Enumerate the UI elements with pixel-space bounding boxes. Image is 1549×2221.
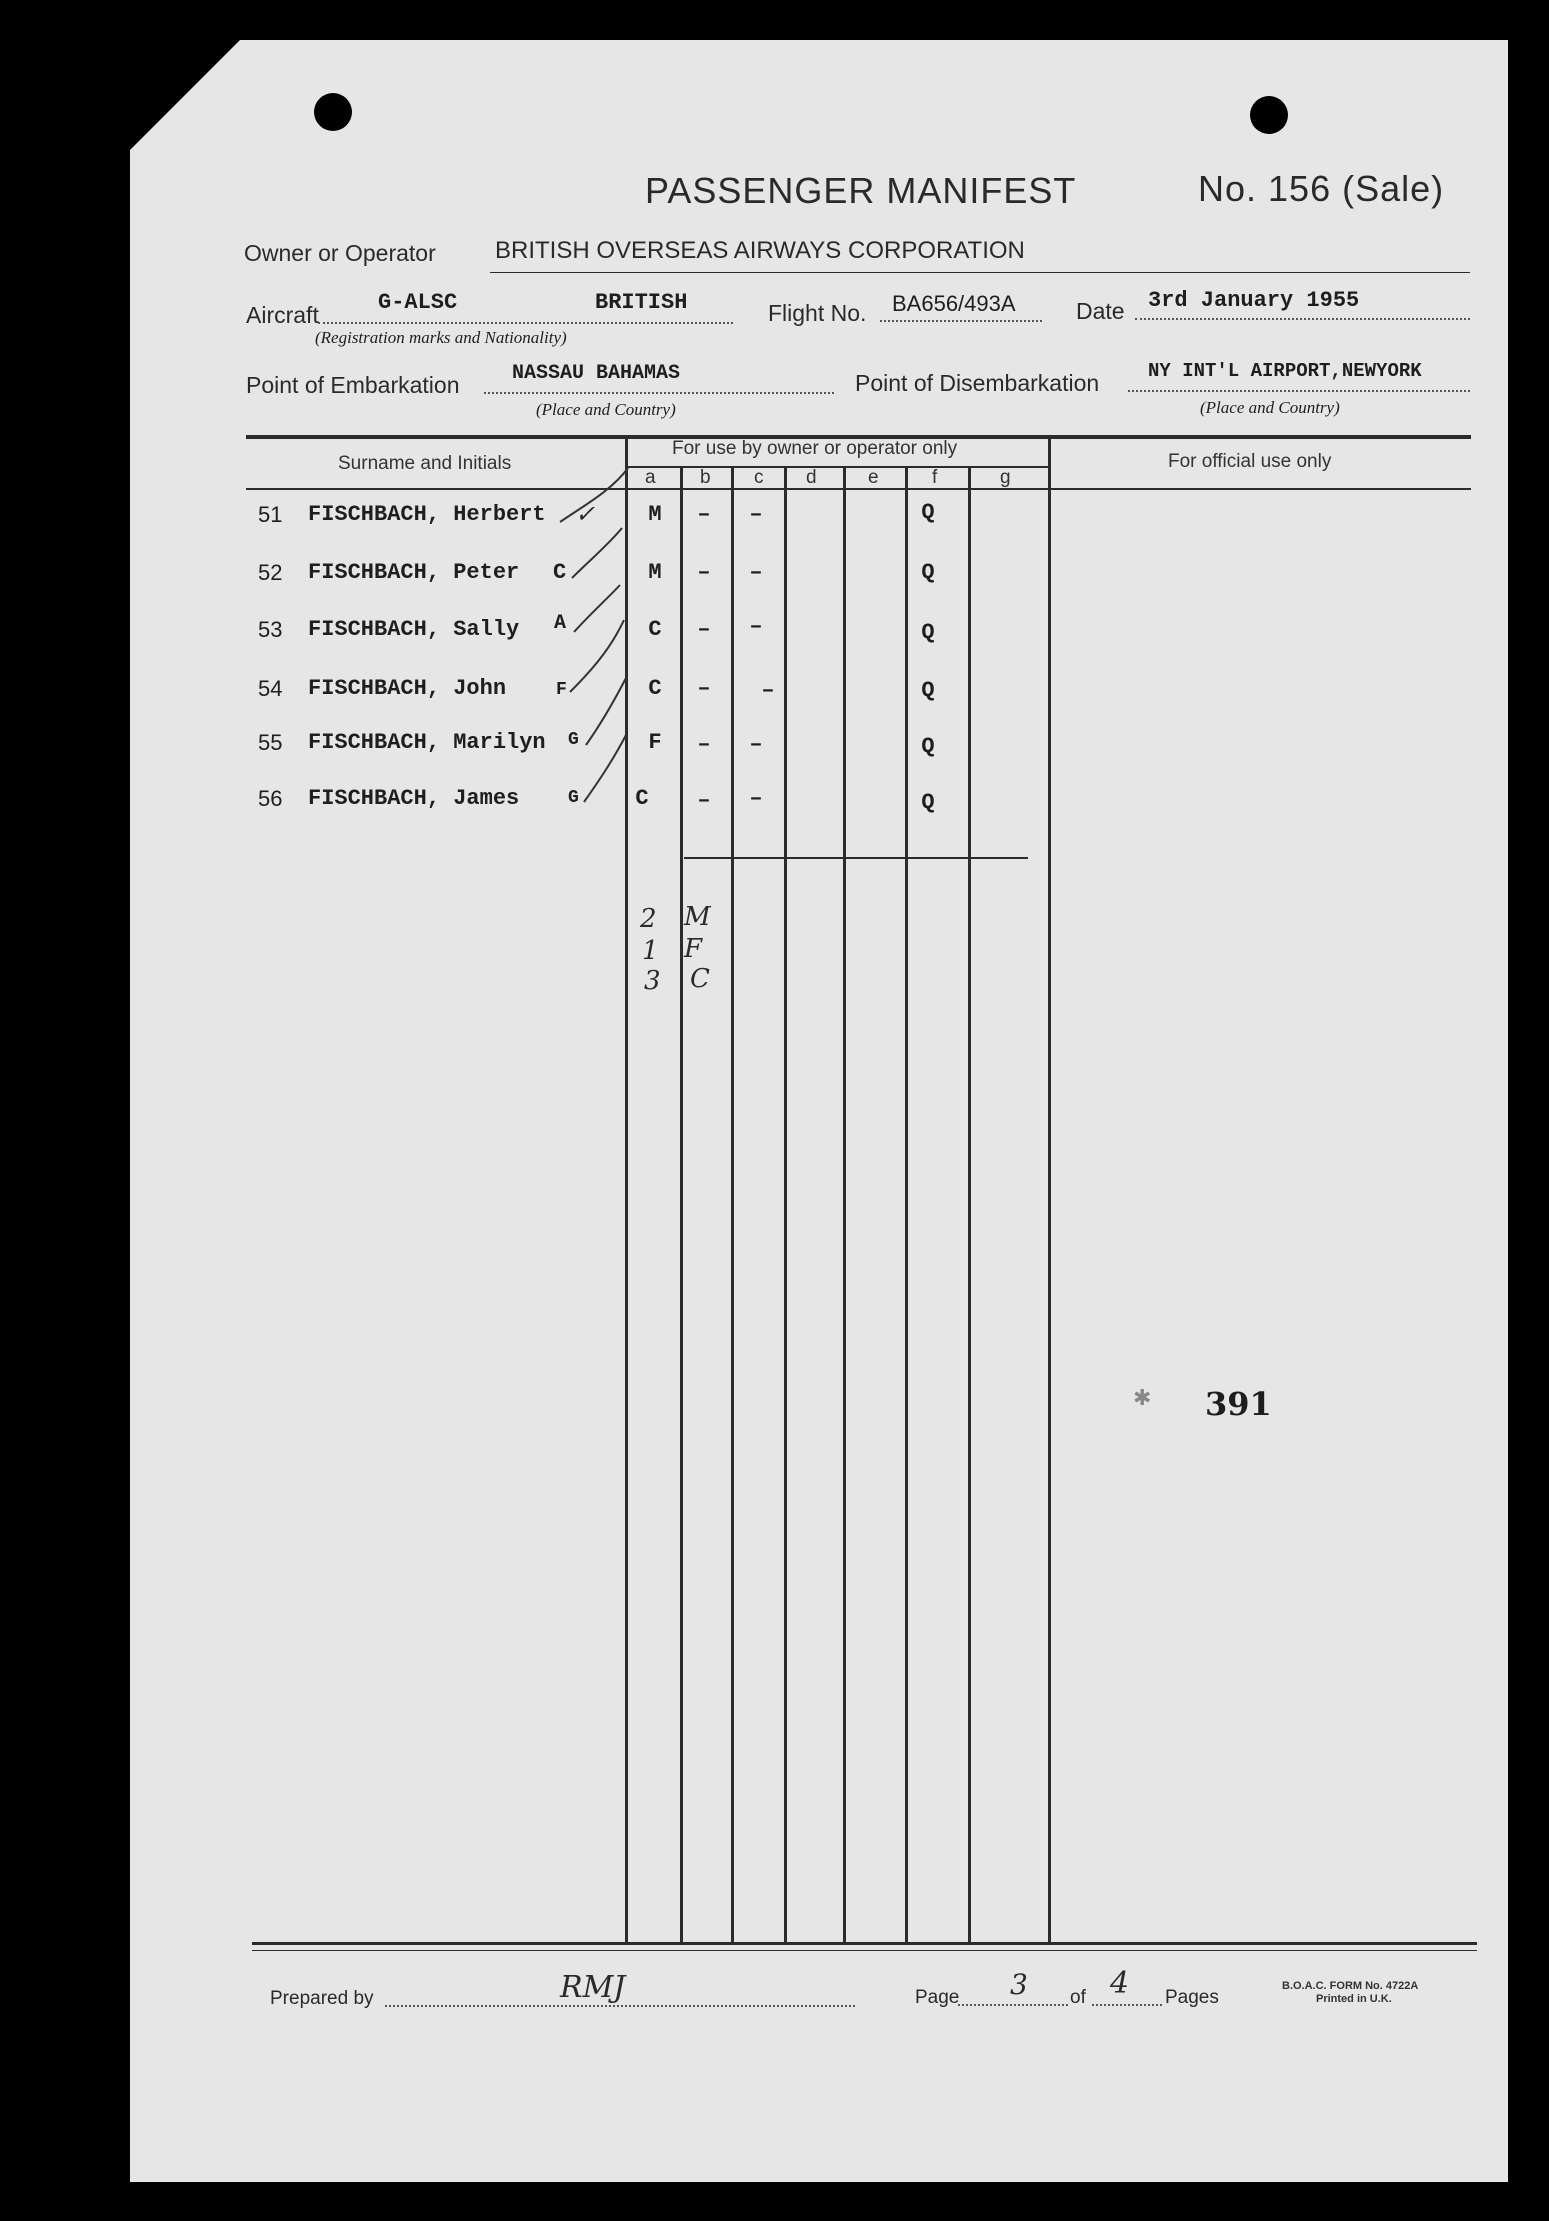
prepared-by-label: Prepared by <box>270 1988 374 2009</box>
cell-b: – <box>697 617 711 642</box>
date-value: 3rd January 1955 <box>1148 288 1360 313</box>
cell-b: – <box>697 788 711 813</box>
disembarkation-label: Point of Disembarkation <box>855 370 1100 396</box>
cell-c: – <box>761 678 775 703</box>
tally-code: M <box>684 902 711 932</box>
cell-f: Q <box>921 734 935 759</box>
row-number: 53 <box>258 617 283 642</box>
page-dotline <box>958 2004 1068 2006</box>
prepared-by-dotline <box>385 2005 855 2007</box>
tally-code: C <box>690 964 710 994</box>
tally-count: 2 <box>640 904 657 934</box>
page-number: 3 <box>1010 1968 1028 2001</box>
stamp-number: 391 <box>1205 1385 1272 1423</box>
total-pages: 4 <box>1110 1966 1130 2001</box>
passenger-name: FISCHBACH, Sally <box>308 617 520 642</box>
total-rule <box>684 857 1028 859</box>
tally-count: 3 <box>644 966 661 996</box>
cell-c: – <box>749 614 763 639</box>
official-column-header: For official use only <box>1168 451 1332 472</box>
cell-b: – <box>697 502 711 527</box>
row-number: 52 <box>258 560 283 585</box>
handwritten-mark: A <box>554 612 567 635</box>
cell-a: M <box>648 502 662 527</box>
embarkation-value: NASSAU BAHAMAS <box>512 362 681 385</box>
row-number: 54 <box>258 676 283 701</box>
printed-in: Printed in U.K. <box>1316 1993 1392 2005</box>
handwritten-mark: G <box>568 788 579 808</box>
cell-f: Q <box>921 560 935 585</box>
column-header-c: c <box>754 467 764 488</box>
of-label: of <box>1070 1987 1086 2008</box>
row-number: 56 <box>258 786 283 811</box>
cell-a: C <box>648 676 662 701</box>
cell-f: Q <box>921 678 935 703</box>
operator-column-header: For use by owner or operator only <box>672 438 958 459</box>
cell-f: Q <box>921 790 935 815</box>
cell-a: C <box>648 617 662 642</box>
row-number: 51 <box>258 502 283 527</box>
cell-c: – <box>749 560 763 585</box>
cell-a: M <box>648 560 662 585</box>
table-bottom-rule <box>252 1942 1477 1945</box>
passenger-name: FISCHBACH, Herbert <box>308 502 546 527</box>
row-number: 55 <box>258 730 283 755</box>
cell-c: – <box>749 732 763 757</box>
cell-c: – <box>749 502 763 527</box>
table-bottom-rule-thin <box>252 1950 1477 1951</box>
column-header-e: e <box>868 467 879 488</box>
embarkation-note: (Place and Country) <box>536 400 676 419</box>
cell-f: Q <box>921 620 935 645</box>
owner-label: Owner or Operator <box>244 240 436 266</box>
column-header-a: a <box>645 467 656 488</box>
surname-column-header: Surname and Initials <box>338 453 512 474</box>
cell-b: – <box>697 732 711 757</box>
stamp-smudge: ✱ <box>1133 1386 1152 1411</box>
manifest-number: No. 156 (Sale) <box>1198 168 1445 209</box>
owner-value: BRITISH OVERSEAS AIRWAYS CORPORATION <box>495 237 1025 264</box>
cell-a: C <box>635 786 649 811</box>
tally-count: 1 <box>642 936 659 966</box>
cell-a: F <box>648 730 662 755</box>
pages-label: Pages <box>1165 1987 1219 2008</box>
aircraft-registration: G-ALSC <box>378 290 458 315</box>
flight-number: BA656/493A <box>892 291 1016 316</box>
aircraft-note: (Registration marks and Nationality) <box>315 328 567 347</box>
tally-code: F <box>684 934 703 964</box>
prepared-by-signature: RMJ <box>560 1970 626 2005</box>
disembarkation-value: NY INT'L AIRPORT,NEWYORK <box>1148 360 1422 382</box>
cell-b: – <box>697 676 711 701</box>
page-label: Page <box>915 1987 960 2008</box>
page-title: PASSENGER MANIFEST <box>645 170 1077 211</box>
passenger-name: FISCHBACH, James <box>308 786 520 811</box>
cell-b: – <box>697 560 711 585</box>
column-header-f: f <box>932 467 938 488</box>
handwritten-mark: ✓ <box>575 500 596 528</box>
flight-label: Flight No. <box>768 300 867 326</box>
handwritten-mark: C <box>553 560 567 585</box>
passenger-name: FISCHBACH, Peter <box>308 560 520 585</box>
cell-c: – <box>749 786 763 811</box>
embarkation-label: Point of Embarkation <box>246 372 460 398</box>
form-number: B.O.A.C. FORM No. 4722A <box>1282 1980 1419 1992</box>
column-header-b: b <box>700 467 711 488</box>
handwritten-mark: F <box>556 680 567 700</box>
column-header-d: d <box>806 467 817 488</box>
handwritten-mark: G <box>568 730 579 750</box>
aircraft-nationality: BRITISH <box>595 290 688 315</box>
total-pages-dotline <box>1092 2004 1162 2006</box>
date-label: Date <box>1076 298 1125 324</box>
cell-f: Q <box>921 500 935 525</box>
aircraft-label: Aircraft <box>246 302 319 328</box>
passenger-name: FISCHBACH, Marilyn <box>308 730 546 755</box>
disembarkation-note: (Place and Country) <box>1200 398 1340 417</box>
column-header-g: g <box>1000 467 1011 488</box>
passenger-name: FISCHBACH, John <box>308 676 507 701</box>
